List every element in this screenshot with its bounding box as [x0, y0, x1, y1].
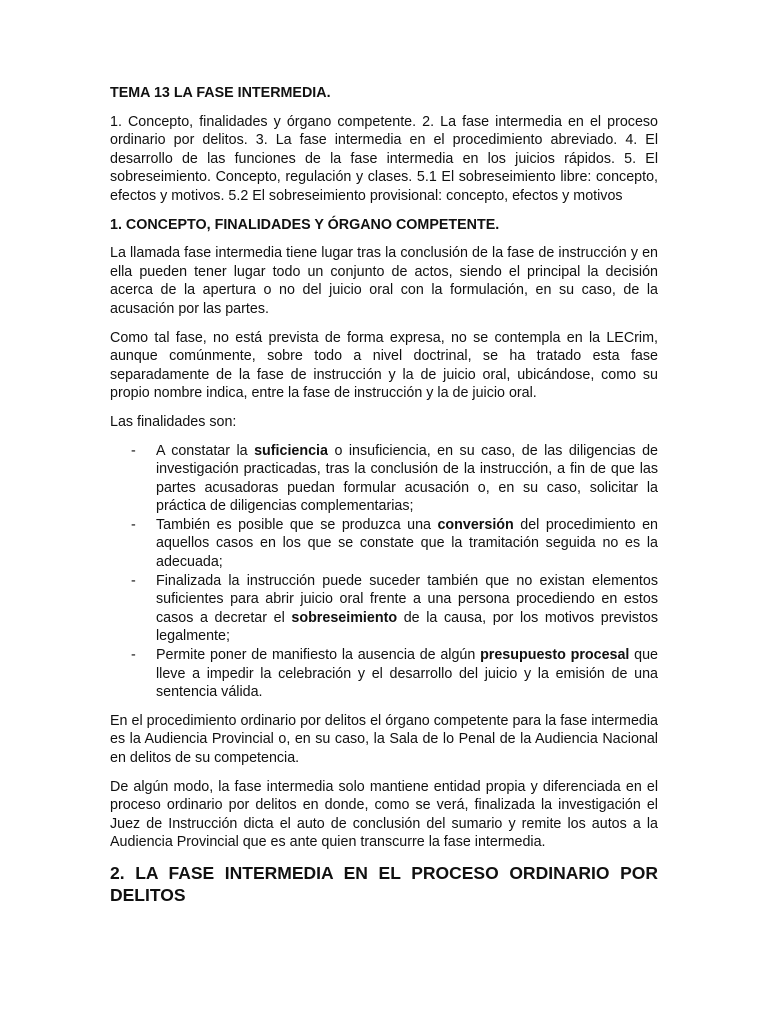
list-dash: - — [131, 442, 136, 459]
list-item-text: También es posible que se produzca una — [156, 516, 438, 533]
section-2-heading: 2. LA FASE INTERMEDIA EN EL PROCESO ORDINARIO POR DELITOS — [110, 862, 658, 905]
finalidades-intro: Las finalidades son: — [110, 413, 237, 430]
list-item — [110, 572, 658, 646]
list-item-text: del procedimiento en aquellos casos en los que se constate que la tramitación seguida no es la adecuada; — [156, 516, 659, 571]
list-item-emphasis: sobreseimiento — [291, 609, 398, 626]
list-item-text: que lleve a impedir la celebración y el desarrollo del juicio y la emisión de una sentencia válida. — [156, 647, 659, 701]
section-1-paragraph-4: De algún modo, la fase intermedia solo mantiene entidad propia y diferenciada en el proceso ordinario por delitos en donde, como se verá, finalizada la investigación el Juez de Instrucción dicta el auto de conclusión del sumario y remite los autos a la Audiencia Provincial que es ante quien transcurre la fase intermedia. — [110, 778, 658, 851]
list-item-text: o insuficiencia, en su caso, de las diligencias de investigación practicadas, tras la conclusión de la instrucción, a fin de que las partes acusadoras puedan formular acusación o, en su caso, solicitar la práctica de diligencias complementarias; — [156, 442, 658, 515]
list-item-text: de la causa, por los motivos previstos legalmente; — [156, 609, 658, 645]
list-item-text: Finalizada la instrucción puede suceder también que no existan elementos suficientes para abrir juicio oral frente a una persona procediendo en estos casos a decretar el — [156, 572, 658, 626]
document-title: TEMA 13 LA FASE INTERMEDIA. — [110, 85, 331, 101]
list-item — [110, 442, 658, 516]
section-1-paragraph-3: En el procedimiento ordinario por delitos el órgano competente para la fase intermedia es la Audiencia Provincial o, en su caso, la Sala de lo Penal de la Audiencia Nacional en delitos de su competencia. — [110, 712, 658, 766]
list-item — [110, 646, 658, 702]
list-item-emphasis: suficiencia — [254, 442, 328, 459]
list-item-text: Permite poner de manifiesto la ausencia de algún — [156, 647, 481, 664]
finalidades-list — [110, 442, 658, 702]
list-item-emphasis: conversión — [437, 516, 514, 533]
list-item-text: A constatar la — [156, 442, 255, 459]
list-item — [110, 516, 658, 572]
list-item-emphasis: presupuesto procesal — [480, 647, 630, 664]
document-page — [110, 84, 658, 906]
list-dash: - — [131, 572, 136, 589]
section-1-paragraph-1: La llamada fase intermedia tiene lugar tras la conclusión de la fase de instrucción y en ella pueden tener lugar todo un conjunto de actos, siendo el principal la decisión acerca de la apertura o no del juicio oral con la formulación, en su caso, de la acusación por las partes. — [110, 245, 658, 317]
list-dash: - — [131, 516, 136, 533]
list-dash: - — [131, 647, 136, 664]
section-1-paragraph-2: Como tal fase, no está prevista de forma expresa, no se contempla en la LECrim, aunque comúnmente, sobre todo a nivel doctrinal, se ha tratado esta fase separadamente de la fase de instrucción y la de juicio oral, ubicándose, como su propio nombre indica, entre la fase de instrucción y la de juicio oral. — [110, 329, 658, 402]
section-1-heading: 1. CONCEPTO, FINALIDADES Y ÓRGANO COMPETENTE. — [110, 216, 500, 233]
topic-summary: 1. Concepto, finalidades y órgano competente. 2. La fase intermedia en el proceso ordinario por delitos. 3. La fase intermedia en el procedimiento abreviado. 4. El desarrollo de las funciones de la fase intermedia en los juicios rápidos. 5. El sobreseimiento. Concepto, regulación y clases. 5.1 El sobreseimiento libre: concepto, efectos y motivos. 5.2 El sobreseimiento provisional: concepto, efectos y motivos — [110, 113, 658, 204]
